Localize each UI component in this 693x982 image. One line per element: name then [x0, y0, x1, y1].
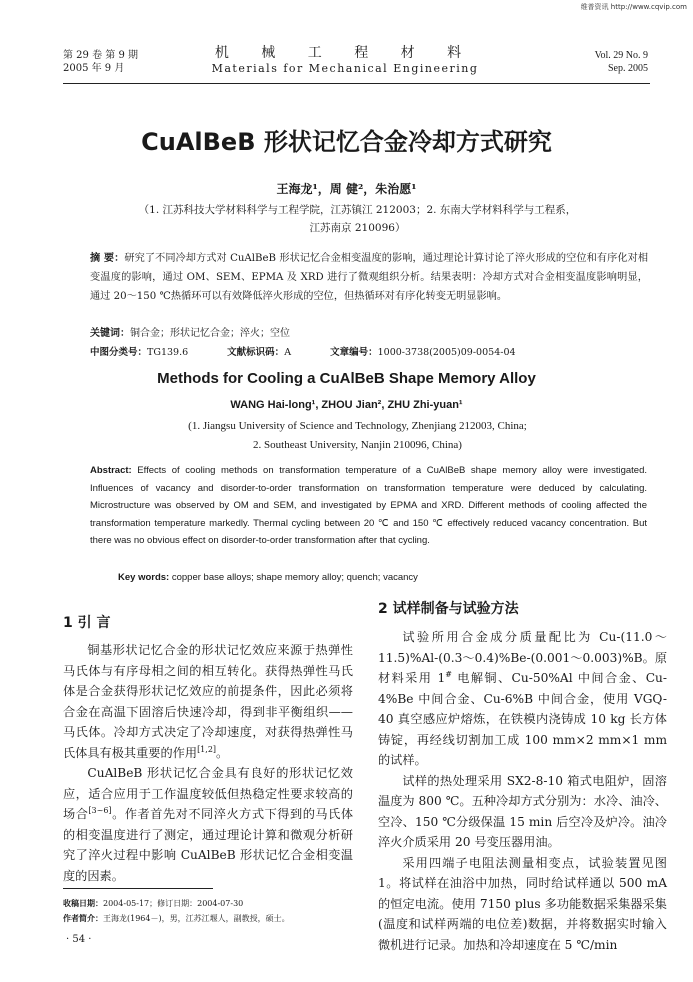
- citation: [3~6]: [88, 805, 112, 815]
- paragraph: 铜基形状记忆合金的形状记忆效应来源于热弹性马氏体与有序母相之间的相互转化。获得热弹性马氏体是合金获得形状记忆效应的前提条件，因此必须将合金在高温下固溶后快速冷却，得到非平衡组织——马氏体。冷却方式决定了冷却速度，对获得热弹性马氏体具有极其重要的作用[1,2]。: [63, 643, 353, 760]
- section1-body: [63, 640, 353, 886]
- footnote-rule: [63, 888, 213, 889]
- paragraph: 试验所用合金成分质量配比为 Cu-(11.0～11.5)%Al-(0.3～0.4)%Be-(0.001～0.003)%B。原材料采用 1# 电解铜、Cu-50%Al 中间合金、Cu-4%Be 中间合金、Cu-6%B 中间合金，使用 VGQ-40 真空感应炉熔炼，在铁模内浇铸成 10 kg 长方体铸锭，再经线切割加工成 100 mm×2 mm×1 mm 的试样。: [378, 630, 668, 767]
- date-en: Sep. 2005: [608, 63, 648, 74]
- classification: 中图分类号：TG139.6 文献标识码：A 文章编号：1000-3738(2005)09-0054-04: [90, 347, 516, 358]
- abstract-zh-label: 摘 要：: [90, 252, 125, 264]
- journal-name: [190, 44, 500, 76]
- issue-info-zh: [63, 49, 138, 75]
- paragraph: 试样的热处理采用 SX2-8-10 箱式电阻炉，固溶温度为 800 ℃。五种冷却方式分别为：水冷、油冷、空冷、150 ℃分级保温 15 min 后空冷及炉冷。油冷淬火介质采用 20 号变压器用油。: [378, 773, 667, 849]
- journal-name-en: Materials for Mechanical Engineering: [211, 62, 479, 75]
- section2-body: [378, 627, 667, 955]
- journal-name-zh: 机 械 工 程 材 料: [214, 45, 476, 61]
- page-number: · 54 ·: [66, 934, 92, 945]
- issue-info-en: [595, 49, 648, 75]
- paragraph: CuAlBeB 形状记忆合金具有良好的形状记忆效应，适合应用于工作温度较低但热稳定性要求较高的场合[3~6]。作者首先对不同淬火方式下得到的马氏体的相变温度进行了测定，通过理论计算和微观分析研究了淬火过程中影响 CuAlBeB 形状记忆合金相变温度的因素。: [63, 766, 354, 883]
- abstract-en-text: Effects of cooling methods on transformation temperature of a CuAlBeB shape memory alloy were investigated. Influences of vacancy and disorder-to-order transformation on transformation temperature were deduced by calculating. Microstructure was observed by OM and SEM, and investigated by EPMA and XRD. Different methods of cooling affected the transformation temperature markedly. Thermal cycling between 20 ℃ and 150 ℃ effectively reduced vacancy concentration. But there was no obvious effect on disorder-to-order transformation after that cycling.: [90, 465, 647, 546]
- keywords-en: Key words: copper base alloys; shape memory alloy; quench; vacancy: [118, 572, 418, 583]
- abstract-zh: [90, 249, 648, 306]
- authors-en: WANG Hai-long¹, ZHOU Jian², ZHU Zhi-yuan¹: [230, 399, 463, 411]
- keywords-zh: 关键词：铜合金；形状记忆合金；淬火；空位: [90, 328, 290, 339]
- title-en: Methods for Cooling a CuAlBeB Shape Memory Alloy: [157, 370, 536, 387]
- abstract-en: [90, 462, 647, 550]
- paragraph: 采用四端子电阻法测量相变点，试验装置见图 1。将试样在油浴中加热，同时给试样通以 500 mA 的恒定电流。使用 7150 plus 多功能数据采集器采集(温度和试样两端的电位差)数据，并将数据实时输入微机进行记录。加热和冷却速度在 5 ℃/min: [378, 855, 667, 952]
- watermark: 维普资讯 http://www.cqvip.com: [580, 3, 687, 11]
- affiliation-en: (1. Jiangsu University of Science and Technology, Zhenjiang 212003, China; 2. Southeast University, Nanjin 210096, China): [188, 420, 527, 451]
- footnote: 收稿日期：2004-05-17；修订日期：2004-07-30 作者简介：王海龙(1964－)，男，江苏江堰人，副教授，硕士。: [63, 898, 290, 923]
- abstract-zh-text: 研究了不同冷却方式对 CuAlBeB 形状记忆合金相变温度的影响，通过理论计算讨论了淬火形成的空位和有序化对相变温度的影响，通过 OM、SEM、EPMA 及 XRD 进行了微观组织分析。结果表明：冷却方式对合金相变温度影响明显，通过 20～150 ℃热循环可以有效降低淬火形成的空位，但热循环对有序化转变无明显影响。: [90, 253, 649, 302]
- vol-en: Vol. 29 No. 9: [594, 50, 648, 61]
- issue-zh: 第 29 卷 第 9 期: [63, 50, 138, 61]
- citation: [1,2]: [197, 744, 217, 754]
- date-zh: 2005 年 9 月: [63, 63, 125, 74]
- authors-zh: 王海龙¹，周 健²，朱治愿¹: [276, 182, 417, 196]
- section1-heading: 1 引 言: [63, 615, 111, 631]
- header-rule: [63, 83, 650, 84]
- abstract-en-label: Abstract:: [90, 465, 132, 476]
- section2-heading: 2 试样制备与试验方法: [378, 601, 519, 617]
- affiliation-zh: （1. 江苏科技大学材料科学与工程学院，江苏镇江 212003；2. 东南大学材料科学与工程系， 江苏南京 210096）: [138, 204, 577, 234]
- title-zh: CuAlBeB 形状记忆合金冷却方式研究: [141, 128, 552, 156]
